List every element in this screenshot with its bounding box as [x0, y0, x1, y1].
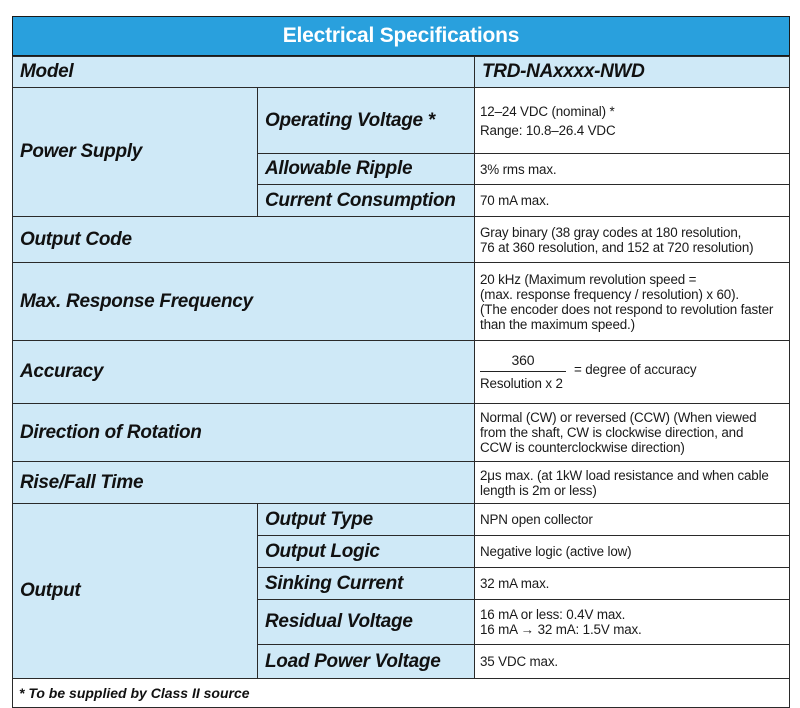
- operating-voltage-value: [474, 87, 790, 154]
- residual-voltage-label: Residual Voltage: [257, 599, 475, 645]
- max-response-frequency-line-4: than the maximum speed.): [480, 316, 635, 332]
- output-logic-label: Output Logic: [257, 535, 475, 568]
- direction-of-rotation-line-1: Normal (CW) or reversed (CCW) (When viewed: [480, 410, 757, 425]
- rise-fall-time-line-1: 2μs max. (at 1kW load resistance and when cable: [480, 467, 769, 483]
- rise-fall-time-label: Rise/Fall Time: [12, 461, 475, 504]
- operating-voltage-line-2: Range: 10.8–26.4 VDC: [480, 122, 616, 138]
- max-response-frequency-value: [474, 262, 790, 341]
- accuracy-equals-text: = degree of accuracy: [574, 361, 697, 377]
- model-label: Model: [12, 56, 475, 88]
- output-code-line-1: Gray binary (38 gray codes at 180 resolution,: [480, 224, 742, 240]
- output-code-label: Output Code: [12, 216, 475, 263]
- direction-of-rotation-line-2: from the shaft, CW is clockwise direction, and: [480, 425, 744, 440]
- residual-voltage-line-1: 16 mA or less: 0.4V max.: [480, 607, 626, 622]
- footnote: * To be supplied by Class II source: [12, 678, 790, 708]
- output-code-line-2: 76 at 360 resolution, and 152 at 720 resolution): [480, 239, 754, 255]
- output-type-label: Output Type: [257, 503, 475, 536]
- output-logic-value: Negative logic (active low): [474, 535, 790, 568]
- operating-voltage-line-1: 12–24 VDC (nominal) *: [480, 103, 615, 119]
- direction-of-rotation-line-3: CCW is counterclockwise direction): [480, 440, 685, 455]
- residual-voltage-value: [474, 599, 790, 645]
- accuracy-formula: [480, 353, 696, 391]
- model-value: TRD-NAxxxx-NWD: [474, 56, 790, 88]
- max-response-frequency-line-3: (The encoder does not respond to revolution faster: [480, 301, 774, 317]
- power-supply-label: Power Supply: [12, 87, 258, 217]
- max-response-frequency-label: Max. Response Frequency: [12, 262, 475, 341]
- accuracy-numerator: 360: [480, 353, 566, 372]
- sinking-current-label: Sinking Current: [257, 567, 475, 600]
- accuracy-label: Accuracy: [12, 340, 475, 404]
- direction-of-rotation-value: [474, 403, 790, 462]
- accuracy-denominator: Resolution x 2: [480, 376, 563, 391]
- sinking-current-value: 32 mA max.: [474, 567, 790, 600]
- output-type-value: NPN open collector: [474, 503, 790, 536]
- direction-of-rotation-label: Direction of Rotation: [12, 403, 475, 462]
- current-consumption-label: Current Consumption: [257, 184, 475, 217]
- load-power-voltage-value: 35 VDC max.: [474, 644, 790, 679]
- table-title: Electrical Specifications: [12, 16, 790, 56]
- output-label: Output: [12, 503, 258, 679]
- load-power-voltage-label: Load Power Voltage: [257, 644, 475, 679]
- rise-fall-time-value: [474, 461, 790, 504]
- electrical-specifications-table: [12, 16, 790, 701]
- allowable-ripple-value: 3% rms max.: [474, 153, 790, 185]
- current-consumption-value: 70 mA max.: [474, 184, 790, 217]
- accuracy-value: [474, 340, 790, 404]
- allowable-ripple-label: Allowable Ripple: [257, 153, 475, 185]
- max-response-frequency-line-2: (max. response frequency / resolution) x 60).: [480, 286, 739, 302]
- output-code-value: [474, 216, 790, 263]
- residual-voltage-line-2: 16 mA → 32 mA: 1.5V max.: [480, 622, 642, 637]
- rise-fall-time-line-2: length is 2m or less): [480, 482, 597, 498]
- operating-voltage-label: Operating Voltage *: [257, 87, 475, 154]
- max-response-frequency-line-1: 20 kHz (Maximum revolution speed =: [480, 271, 697, 287]
